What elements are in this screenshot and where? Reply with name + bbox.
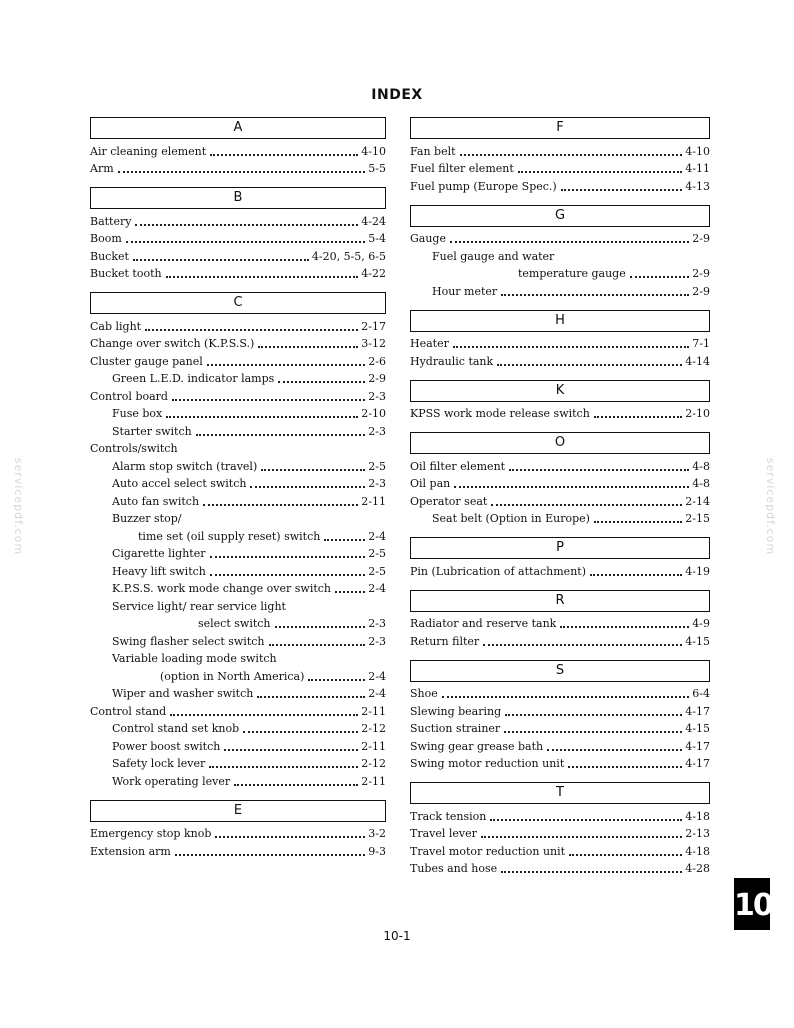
entry-page: 2-11 — [361, 739, 386, 753]
entry-label: Heater — [410, 337, 449, 350]
entry-page: 4-22 — [361, 267, 386, 280]
dot-leader — [454, 486, 689, 488]
entry-label: Fuse box — [112, 407, 163, 420]
section-gap — [410, 422, 710, 432]
section-gap — [90, 177, 386, 187]
index-entry — [90, 737, 386, 755]
watermark-left: servicepdf.com — [12, 457, 26, 556]
entry-label: Wiper and washer switch — [112, 687, 254, 700]
entry-label: Cluster gauge panel — [90, 354, 203, 368]
index-entry — [90, 492, 386, 510]
dot-leader — [594, 416, 682, 418]
section-gap — [410, 195, 710, 205]
entry-label: Work operating lever — [112, 774, 231, 788]
entry-label: Gauge — [410, 232, 446, 245]
entry-page: 3-12 — [361, 337, 386, 350]
index-entry — [90, 615, 386, 633]
section-header-s: S — [410, 660, 710, 682]
dot-leader — [569, 854, 682, 856]
section-gap — [410, 300, 710, 310]
entry-label: Fuel pump (Europe Spec.) — [410, 179, 557, 193]
entry-page: 4-10 — [685, 144, 710, 158]
dot-leader — [497, 364, 682, 366]
entry-label: Control stand — [90, 704, 167, 718]
entry-label: Return filter — [410, 634, 480, 648]
dot-leader — [234, 784, 358, 786]
entry-label: Swing gear grease bath — [410, 739, 544, 753]
index-entry — [90, 650, 386, 668]
entry-label: Green L.E.D. indicator lamps — [112, 372, 275, 385]
entry-label: Controls/switch — [90, 442, 178, 455]
entry-label: Bucket tooth — [90, 267, 162, 280]
entry-page: 2-4 — [368, 687, 386, 700]
index-entry — [90, 475, 386, 493]
entry-label: Change over switch (K.P.S.S.) — [90, 337, 255, 350]
entry-label: Travel motor reduction unit — [410, 844, 566, 858]
index-entry — [90, 772, 386, 790]
entry-label: Service light/ rear service light — [112, 599, 286, 613]
entry-page: 5-4 — [368, 232, 386, 245]
entry-label: Hour meter — [432, 284, 498, 298]
entry-label: Cigarette lighter — [112, 547, 206, 560]
dot-leader — [196, 434, 366, 436]
entry-label: Variable loading mode switch — [112, 652, 277, 665]
entry-page: 2-10 — [361, 407, 386, 420]
index-entry — [410, 177, 710, 195]
index-entry — [90, 387, 386, 405]
section-gap — [90, 282, 386, 292]
index-entry — [90, 335, 386, 353]
entry-page: 4-8 — [692, 459, 710, 473]
index-entry — [90, 720, 386, 738]
index-entry — [90, 142, 386, 160]
dot-leader — [442, 696, 690, 698]
entry-page: 2-17 — [361, 319, 386, 333]
entry-page: 2-5 — [368, 564, 386, 578]
entry-page: 4-13 — [685, 179, 710, 193]
entry-label: Fan belt — [410, 144, 456, 158]
index-entry — [410, 755, 710, 773]
entry-label: Track tension — [410, 809, 487, 823]
dot-leader — [215, 836, 365, 838]
section-gap — [410, 772, 710, 782]
index-column-right — [410, 117, 710, 877]
index-entry — [410, 230, 710, 248]
index-entry — [410, 475, 710, 493]
entry-label: Alarm stop switch (travel) — [112, 459, 258, 473]
dot-leader — [203, 504, 358, 506]
dot-leader — [491, 504, 682, 506]
entry-page: 2-5 — [368, 547, 386, 560]
dot-leader — [258, 346, 358, 348]
dot-leader — [275, 626, 366, 628]
entry-label: Arm — [90, 162, 114, 175]
entry-label: Auto fan switch — [112, 494, 200, 508]
entry-label: Oil pan — [410, 477, 451, 490]
dot-leader — [145, 329, 358, 331]
index-entry — [410, 142, 710, 160]
dot-leader — [335, 591, 365, 593]
index-entry — [90, 562, 386, 580]
chapter-tab: 10 — [734, 878, 770, 930]
index-entry — [90, 457, 386, 475]
entry-page: 4-15 — [685, 634, 710, 648]
index-entry — [90, 440, 386, 458]
index-entry — [90, 370, 386, 388]
index-entry — [90, 825, 386, 843]
index-entry — [90, 580, 386, 598]
index-entry — [90, 632, 386, 650]
section-gap — [410, 527, 710, 537]
index-entry — [410, 247, 710, 265]
index-entry — [90, 265, 386, 283]
index-entry — [410, 825, 710, 843]
entry-page: 4-15 — [685, 722, 710, 735]
entry-label: Swing motor reduction unit — [410, 757, 565, 770]
index-entry — [410, 737, 710, 755]
entry-label: Heavy lift switch — [112, 564, 206, 578]
entry-page: 4-9 — [692, 617, 710, 630]
dot-leader — [490, 819, 682, 821]
index-entry — [90, 597, 386, 615]
dot-leader — [210, 556, 366, 558]
entry-page: 2-3 — [368, 389, 386, 403]
dot-leader — [450, 241, 689, 243]
entry-label: Control board — [90, 389, 168, 403]
entry-page: 4-18 — [685, 809, 710, 823]
section-header-p: P — [410, 537, 710, 559]
entry-page: 2-11 — [361, 494, 386, 508]
entry-label: Pin (Lubrication of attachment) — [410, 564, 586, 578]
entry-page: 7-1 — [692, 337, 710, 350]
dot-leader — [594, 521, 682, 523]
index-entry — [410, 510, 710, 528]
section-header-o: O — [410, 432, 710, 454]
dot-leader — [501, 294, 689, 296]
dot-leader — [509, 469, 689, 471]
entry-label: Tubes and hose — [410, 862, 498, 875]
entry-label: Emergency stop knob — [90, 827, 212, 840]
entry-label: Hydraulic tank — [410, 354, 494, 368]
dot-leader — [453, 346, 689, 348]
entry-label: Battery — [90, 214, 132, 228]
entry-label: Swing flasher select switch — [112, 634, 265, 648]
entry-page: 4-20, 5-5, 6-5 — [311, 249, 386, 263]
dot-leader — [460, 154, 683, 156]
entry-label: Buzzer stop/ — [112, 512, 182, 525]
entry-label: time set (oil supply reset) switch — [138, 529, 321, 543]
entry-label: Fuel gauge and water — [432, 249, 555, 263]
section-header-g: G — [410, 205, 710, 227]
dot-leader — [518, 171, 683, 173]
entry-page: 4-18 — [685, 844, 710, 858]
entry-label: Cab light — [90, 319, 142, 333]
dot-leader — [170, 714, 358, 716]
entry-label: Slewing bearing — [410, 704, 502, 718]
dot-leader — [547, 749, 682, 751]
entry-page: 2-9 — [368, 372, 386, 385]
index-entry — [410, 405, 710, 423]
dot-leader — [505, 714, 682, 716]
entry-label: Control stand set knob — [112, 722, 240, 735]
dot-leader — [257, 696, 365, 698]
dot-leader — [209, 766, 358, 768]
entry-page: 2-14 — [685, 494, 710, 508]
dot-leader — [243, 731, 358, 733]
entry-page: 5-5 — [368, 162, 386, 175]
index-entry — [410, 492, 710, 510]
entry-label: Shoe — [410, 687, 438, 700]
entry-page: 2-5 — [368, 459, 386, 473]
dot-leader — [278, 381, 365, 383]
entry-page: 2-3 — [368, 617, 386, 630]
index-entry — [410, 615, 710, 633]
dot-leader — [207, 364, 365, 366]
entry-page: 4-17 — [685, 704, 710, 718]
entry-page: 4-8 — [692, 477, 710, 490]
entry-page: 2-12 — [361, 722, 386, 735]
index-entry — [410, 335, 710, 353]
entry-page: 2-6 — [368, 354, 386, 368]
section-header-e: E — [90, 800, 386, 822]
entry-label: (option in North America) — [160, 669, 305, 683]
entry-page: 4-14 — [685, 354, 710, 368]
section-header-k: K — [410, 380, 710, 402]
index-entry — [410, 807, 710, 825]
entry-page: 2-12 — [361, 757, 386, 770]
index-entry — [90, 667, 386, 685]
dot-leader — [269, 644, 366, 646]
dot-leader — [261, 469, 365, 471]
entry-page: 4-24 — [361, 214, 386, 228]
dot-leader — [568, 766, 682, 768]
entry-page: 2-3 — [368, 477, 386, 490]
entry-page: 2-15 — [685, 512, 710, 525]
section-gap — [410, 580, 710, 590]
section-header-c: C — [90, 292, 386, 314]
dot-leader — [166, 416, 358, 418]
watermark-right: servicepdf.com — [764, 457, 778, 556]
index-entry — [90, 510, 386, 528]
dot-leader — [590, 574, 682, 576]
dot-leader — [308, 679, 365, 681]
dot-leader — [250, 486, 365, 488]
index-entry — [410, 352, 710, 370]
dot-leader — [483, 644, 682, 646]
dot-leader — [560, 626, 689, 628]
index-entry — [90, 702, 386, 720]
index-entry — [410, 685, 710, 703]
index-entry — [90, 160, 386, 178]
section-header-f: F — [410, 117, 710, 139]
entry-page: 2-3 — [368, 634, 386, 648]
dot-leader — [126, 241, 366, 243]
index-entry — [410, 632, 710, 650]
entry-label: Extension arm — [90, 844, 171, 858]
index-entry — [90, 842, 386, 860]
entry-page: 2-13 — [685, 827, 710, 840]
entry-label: Fuel filter element — [410, 162, 514, 175]
index-entry — [410, 265, 710, 283]
entry-page: 4-17 — [685, 757, 710, 770]
index-entry — [90, 545, 386, 563]
index-entry — [90, 685, 386, 703]
dot-leader — [561, 189, 683, 191]
dot-leader — [133, 259, 309, 261]
entry-page: 2-9 — [692, 284, 710, 298]
dot-leader — [481, 836, 682, 838]
index-entry — [90, 317, 386, 335]
entry-label: Bucket — [90, 249, 129, 263]
index-entry — [90, 230, 386, 248]
index-entry — [90, 755, 386, 773]
page-number: 10-1 — [383, 929, 411, 943]
entry-label: Starter switch — [112, 424, 192, 438]
index-entry — [90, 212, 386, 230]
entry-page: 4-10 — [361, 144, 386, 158]
dot-leader — [210, 574, 365, 576]
entry-page: 2-11 — [361, 774, 386, 788]
dot-leader — [210, 154, 358, 156]
entry-label: Seat belt (Option in Europe) — [432, 512, 590, 525]
entry-label: Suction strainer — [410, 722, 501, 735]
entry-label: Air cleaning element — [90, 144, 207, 158]
entry-label: Operator seat — [410, 494, 488, 508]
section-gap — [90, 790, 386, 800]
section-header-a: A — [90, 117, 386, 139]
index-entry — [410, 720, 710, 738]
entry-page: 2-4 — [368, 529, 386, 543]
dot-leader — [135, 224, 358, 226]
entry-page: 2-3 — [368, 424, 386, 438]
entry-page: 4-19 — [685, 564, 710, 578]
entry-page: 3-2 — [368, 827, 386, 840]
entry-label: temperature gauge — [518, 267, 626, 280]
dot-leader — [630, 276, 690, 278]
index-entry — [410, 282, 710, 300]
index-column-left — [90, 117, 386, 860]
section-gap — [410, 370, 710, 380]
section-header-t: T — [410, 782, 710, 804]
entry-page: 4-28 — [685, 862, 710, 875]
index-entry — [90, 405, 386, 423]
index-entry — [90, 352, 386, 370]
entry-page: 2-11 — [361, 704, 386, 718]
section-header-b: B — [90, 187, 386, 209]
dot-leader — [118, 171, 366, 173]
entry-label: Oil filter element — [410, 459, 506, 473]
page-title: INDEX — [371, 87, 423, 103]
dot-leader — [172, 399, 365, 401]
entry-page: 6-4 — [692, 687, 710, 700]
section-gap — [410, 650, 710, 660]
entry-page: 4-11 — [685, 162, 710, 175]
section-header-r: R — [410, 590, 710, 612]
entry-page: 2-4 — [368, 669, 386, 683]
entry-page: 2-10 — [685, 407, 710, 420]
entry-label: Boom — [90, 232, 122, 245]
entry-page: 4-17 — [685, 739, 710, 753]
entry-page: 9-3 — [368, 844, 386, 858]
dot-leader — [175, 854, 365, 856]
index-entry — [410, 702, 710, 720]
index-entry — [90, 422, 386, 440]
section-header-h: H — [410, 310, 710, 332]
entry-label: Radiator and reserve tank — [410, 617, 557, 630]
entry-page: 2-4 — [368, 582, 386, 595]
index-entry — [410, 457, 710, 475]
dot-leader — [324, 539, 365, 541]
entry-label: Auto accel select switch — [112, 477, 247, 490]
dot-leader — [224, 749, 358, 751]
entry-label: select switch — [198, 617, 271, 630]
index-entry — [410, 842, 710, 860]
index-entry — [90, 527, 386, 545]
entry-label: KPSS work mode release switch — [410, 407, 590, 420]
entry-label: Travel lever — [410, 827, 477, 840]
dot-leader — [504, 731, 682, 733]
index-entry — [410, 562, 710, 580]
entry-label: Power boost switch — [112, 739, 221, 753]
dot-leader — [501, 871, 682, 873]
index-entry — [410, 160, 710, 178]
entry-label: Safety lock lever — [112, 757, 206, 770]
dot-leader — [166, 276, 359, 278]
index-entry — [90, 247, 386, 265]
entry-label: K.P.S.S. work mode change over switch — [112, 582, 332, 595]
entry-page: 2-9 — [692, 232, 710, 245]
entry-page: 2-9 — [692, 267, 710, 280]
index-entry — [410, 860, 710, 878]
